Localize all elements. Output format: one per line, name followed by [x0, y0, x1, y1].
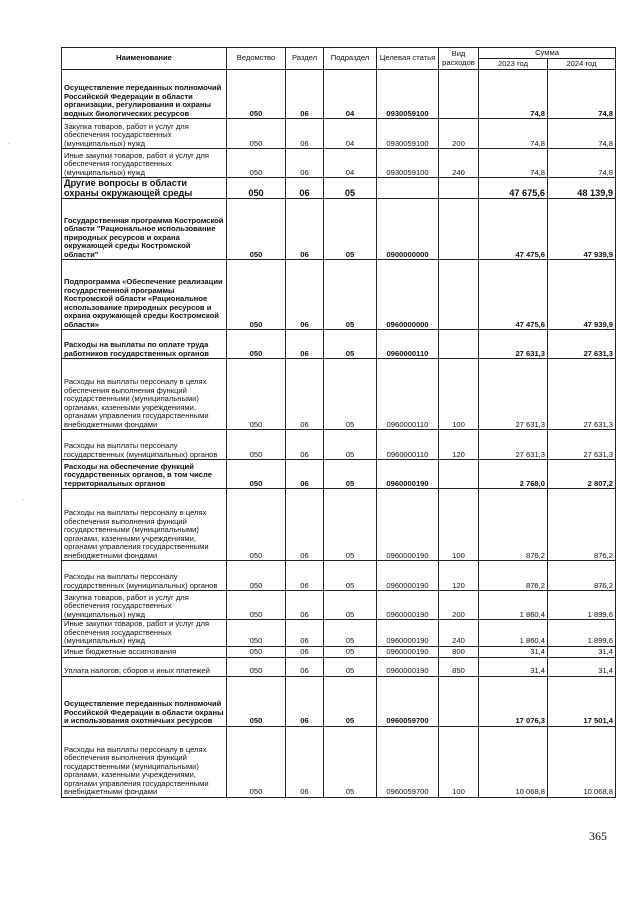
cell-department: 050	[227, 676, 286, 726]
cell-name: Подпрограмма «Обеспечение реализации государственной программы Костромской области «Рациональное использование природных ресурсов и охрана окружающей среды Костромской области»	[62, 260, 227, 330]
cell-name: Осуществление переданных полномочий Российской Федерации в области организации, регулирования и охраны водных биологических ресурсов	[62, 70, 227, 119]
cell-name: Закупка товаров, работ и услуг для обеспечения государственных (муниципальных) нужд	[62, 119, 227, 149]
cell-section: 06	[286, 620, 324, 647]
cell-subsection: 05	[324, 676, 377, 726]
cell-subsection: 05	[324, 199, 377, 260]
cell-sum-2024: 47 939,9	[548, 260, 616, 330]
cell-name: Расходы на выплаты персоналу в целях обеспечения выполнения функций государственными (муниципальными) органами, казенными учреждениями, органами управления государственными внебюджетными фондами	[62, 489, 227, 561]
cell-section: 06	[286, 199, 324, 260]
cell-sum-2024: 31,4	[548, 657, 616, 676]
table-row	[62, 199, 616, 260]
cell-target-article: 0960000190	[377, 646, 439, 657]
cell-target-article: 0960000190	[377, 657, 439, 676]
cell-name: Другие вопросы в области охраны окружающей среды	[62, 178, 227, 199]
header-section: Раздел	[286, 48, 324, 70]
budget-table	[61, 47, 616, 798]
cell-subsection: 04	[324, 70, 377, 119]
table-body	[62, 70, 616, 798]
cell-department: 050	[227, 70, 286, 119]
cell-section: 06	[286, 260, 324, 330]
cell-section: 06	[286, 359, 324, 430]
cell-section: 06	[286, 149, 324, 178]
table-row	[62, 620, 616, 647]
table-row	[62, 359, 616, 430]
cell-sum-2023: 2 768,0	[479, 460, 548, 489]
cell-name: Государственная программа Костромской области "Рациональное использование природных ресурсов и охрана окружающей среды Костромской области"	[62, 199, 227, 260]
cell-sum-2023: 876,2	[479, 561, 548, 591]
header-expense-type: Вид расходов	[439, 48, 479, 70]
cell-sum-2023: 10 068,8	[479, 726, 548, 797]
cell-section: 06	[286, 591, 324, 620]
cell-sum-2023: 47 675,6	[479, 178, 548, 199]
cell-subsection: 05	[324, 359, 377, 430]
table-row	[62, 489, 616, 561]
cell-section: 06	[286, 460, 324, 489]
margin-mark: .	[8, 136, 11, 146]
cell-sum-2024: 2 807,2	[548, 460, 616, 489]
cell-subsection: 05	[324, 646, 377, 657]
cell-sum-2024: 74,8	[548, 149, 616, 178]
cell-department: 050	[227, 489, 286, 561]
table-row	[62, 561, 616, 591]
cell-sum-2024: 10 068,8	[548, 726, 616, 797]
cell-department: 050	[227, 178, 286, 199]
cell-name: Расходы на выплаты персоналу в целях обеспечения выполнения функций государственными (муниципальными) органами, казенными учреждениями, органами управления государственными внебюджетными фондами	[62, 726, 227, 797]
cell-sum-2023: 27 631,3	[479, 430, 548, 460]
cell-subsection: 05	[324, 330, 377, 359]
cell-expense-type: 100	[439, 489, 479, 561]
cell-name: Иные закупки товаров, работ и услуг для обеспечения государственных (муниципальных) нужд	[62, 620, 227, 647]
cell-department: 050	[227, 330, 286, 359]
header-name: Наименование	[62, 48, 227, 70]
cell-department: 050	[227, 119, 286, 149]
margin-mark: .	[22, 492, 25, 502]
table-header	[62, 48, 616, 70]
cell-name: Уплата налогов, сборов и иных платежей	[62, 657, 227, 676]
cell-target-article: 0900000000	[377, 199, 439, 260]
cell-department: 050	[227, 430, 286, 460]
cell-name: Расходы на обеспечение функций государственных органов, в том числе территориальных органов	[62, 460, 227, 489]
cell-section: 06	[286, 561, 324, 591]
cell-target-article: 0960000110	[377, 359, 439, 430]
cell-name: Осуществление переданных полномочий Российской Федерации в области охраны и использования охотничьих ресурсов	[62, 676, 227, 726]
cell-department: 050	[227, 260, 286, 330]
cell-department: 050	[227, 199, 286, 260]
cell-name: Расходы на выплаты персоналу государственных (муниципальных) органов	[62, 430, 227, 460]
cell-section: 06	[286, 489, 324, 561]
cell-target-article: 0960000190	[377, 620, 439, 647]
cell-name: Иные закупки товаров, работ и услуг для обеспечения государственных (муниципальных) нужд	[62, 149, 227, 178]
cell-subsection: 05	[324, 430, 377, 460]
cell-expense-type: 100	[439, 359, 479, 430]
table-row	[62, 430, 616, 460]
cell-expense-type	[439, 460, 479, 489]
cell-target-article: 0960059700	[377, 726, 439, 797]
cell-name: Расходы на выплаты по оплате труда работников государственных органов	[62, 330, 227, 359]
cell-section: 06	[286, 676, 324, 726]
table-row	[62, 591, 616, 620]
table-row	[62, 460, 616, 489]
cell-sum-2024: 27 631,3	[548, 430, 616, 460]
cell-department: 050	[227, 359, 286, 430]
cell-section: 06	[286, 430, 324, 460]
cell-expense-type: 120	[439, 430, 479, 460]
cell-sum-2023: 1 860,4	[479, 620, 548, 647]
header-year-2024: 2024 год	[548, 59, 616, 70]
cell-sum-2023: 876,2	[479, 489, 548, 561]
cell-target-article: 0960059700	[377, 676, 439, 726]
cell-expense-type: 120	[439, 561, 479, 591]
cell-target-article: 0960000110	[377, 330, 439, 359]
table-row	[62, 330, 616, 359]
cell-subsection: 04	[324, 119, 377, 149]
cell-expense-type: 200	[439, 119, 479, 149]
cell-target-article: 0930059100	[377, 149, 439, 178]
header-sum: Сумма	[479, 48, 616, 59]
cell-section: 06	[286, 178, 324, 199]
cell-subsection: 05	[324, 591, 377, 620]
table-row	[62, 657, 616, 676]
table-row	[62, 70, 616, 119]
cell-subsection: 04	[324, 149, 377, 178]
cell-expense-type: 100	[439, 726, 479, 797]
cell-expense-type	[439, 676, 479, 726]
cell-subsection: 05	[324, 178, 377, 199]
cell-sum-2024: 74,8	[548, 70, 616, 119]
cell-target-article: 0930059100	[377, 119, 439, 149]
header-subsection: Подраздел	[324, 48, 377, 70]
cell-sum-2023: 47 475,6	[479, 199, 548, 260]
cell-department: 050	[227, 591, 286, 620]
cell-target-article	[377, 178, 439, 199]
cell-subsection: 05	[324, 260, 377, 330]
cell-expense-type: 200	[439, 591, 479, 620]
table-row	[62, 726, 616, 797]
cell-expense-type	[439, 70, 479, 119]
cell-sum-2023: 1 860,4	[479, 591, 548, 620]
cell-target-article: 0960000190	[377, 489, 439, 561]
cell-expense-type: 240	[439, 620, 479, 647]
cell-sum-2024: 1 899,6	[548, 620, 616, 647]
cell-sum-2024: 48 139,9	[548, 178, 616, 199]
cell-subsection: 05	[324, 489, 377, 561]
cell-subsection: 05	[324, 460, 377, 489]
cell-target-article: 0960000000	[377, 260, 439, 330]
cell-section: 06	[286, 646, 324, 657]
header-department: Ведомство	[227, 48, 286, 70]
cell-target-article: 0960000190	[377, 460, 439, 489]
cell-department: 050	[227, 460, 286, 489]
cell-sum-2023: 47 475,6	[479, 260, 548, 330]
cell-sum-2023: 17 076,3	[479, 676, 548, 726]
cell-sum-2023: 74,8	[479, 119, 548, 149]
cell-name: Иные бюджетные ассигнования	[62, 646, 227, 657]
header-year-2023: 2023 год	[479, 59, 548, 70]
cell-subsection: 05	[324, 620, 377, 647]
cell-sum-2023: 31,4	[479, 657, 548, 676]
cell-section: 06	[286, 119, 324, 149]
cell-expense-type	[439, 260, 479, 330]
cell-sum-2024: 17 501,4	[548, 676, 616, 726]
cell-department: 050	[227, 561, 286, 591]
header-target-article: Целевая статья	[377, 48, 439, 70]
cell-sum-2024: 876,2	[548, 561, 616, 591]
cell-sum-2024: 27 631,3	[548, 330, 616, 359]
cell-sum-2024: 74,8	[548, 119, 616, 149]
table-row	[62, 178, 616, 199]
cell-department: 050	[227, 620, 286, 647]
cell-expense-type	[439, 178, 479, 199]
cell-subsection: 05	[324, 726, 377, 797]
cell-department: 050	[227, 149, 286, 178]
cell-name: Расходы на выплаты персоналу в целях обеспечения выполнения функций государственными (муниципальными) органами, казенными учреждениями, органами управления государственными внебюджетными фондами	[62, 359, 227, 430]
cell-target-article: 0960000190	[377, 561, 439, 591]
cell-expense-type: 240	[439, 149, 479, 178]
cell-sum-2023: 31,4	[479, 646, 548, 657]
cell-expense-type	[439, 199, 479, 260]
cell-sum-2024: 876,2	[548, 489, 616, 561]
budget-table-page	[61, 47, 615, 798]
cell-name: Расходы на выплаты персоналу государственных (муниципальных) органов	[62, 561, 227, 591]
cell-sum-2024: 27 631,3	[548, 359, 616, 430]
cell-subsection: 05	[324, 561, 377, 591]
cell-department: 050	[227, 726, 286, 797]
page-number: 365	[589, 829, 607, 843]
cell-section: 06	[286, 330, 324, 359]
cell-expense-type	[439, 330, 479, 359]
cell-department: 050	[227, 646, 286, 657]
cell-expense-type: 850	[439, 657, 479, 676]
cell-subsection: 05	[324, 657, 377, 676]
cell-sum-2023: 74,8	[479, 70, 548, 119]
cell-sum-2024: 47 939,9	[548, 199, 616, 260]
cell-sum-2024: 1 899,6	[548, 591, 616, 620]
table-row	[62, 646, 616, 657]
cell-sum-2023: 27 631,3	[479, 359, 548, 430]
cell-target-article: 0960000190	[377, 591, 439, 620]
cell-target-article: 0960000110	[377, 430, 439, 460]
cell-department: 050	[227, 657, 286, 676]
cell-expense-type: 800	[439, 646, 479, 657]
cell-section: 06	[286, 726, 324, 797]
cell-sum-2023: 74,8	[479, 149, 548, 178]
cell-sum-2023: 27 631,3	[479, 330, 548, 359]
table-row	[62, 676, 616, 726]
table-row	[62, 260, 616, 330]
table-row	[62, 149, 616, 178]
table-row	[62, 119, 616, 149]
cell-sum-2024: 31,4	[548, 646, 616, 657]
cell-target-article: 0930059100	[377, 70, 439, 119]
cell-section: 06	[286, 70, 324, 119]
cell-section: 06	[286, 657, 324, 676]
cell-name: Закупка товаров, работ и услуг для обеспечения государственных (муниципальных) нужд	[62, 591, 227, 620]
